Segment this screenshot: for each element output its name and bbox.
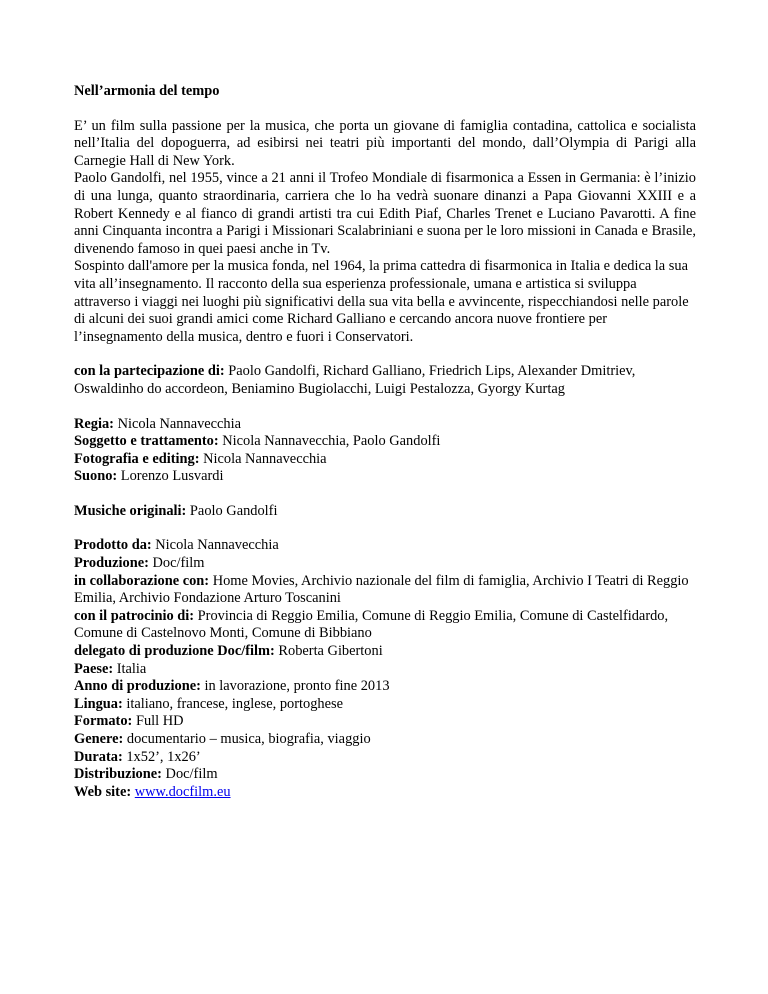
production-value: Doc/film — [148, 555, 205, 572]
website-label: Web site: — [74, 783, 132, 800]
crew-label: Soggetto e trattamento: — [74, 433, 219, 450]
production-value: Doc/film — [161, 766, 218, 783]
crew-value: Nicola Nannavecchia — [113, 415, 242, 432]
cast-value: Paolo Gandolfi, Richard Galliano, Friedrich Lips, Alexander Dmitriev, Oswaldinho do accordeon, Beniamino Bugiolacchi, Luigi Pestalozza, Gyorgy Kurtag — [74, 363, 636, 397]
production-section — [74, 537, 696, 801]
production-value: Full HD — [132, 713, 184, 730]
production-row-paese — [74, 661, 696, 679]
website-row — [74, 784, 696, 802]
production-value: in lavorazione, pronto fine 2013 — [200, 678, 390, 695]
crew-row-regia — [74, 416, 696, 434]
crew-row-fotografia — [74, 451, 696, 469]
synopsis-paragraph-1: E’ un film sulla passione per la musica, che porta un giovane di famiglia contadina, cattolica e socialista nell’Italia del dopoguerra, ad esibirsi nei teatri più importanti del mondo, dall’Olympia di Parigi alla Carnegie Hall di New York. — [74, 117, 696, 169]
crew-label: Regia: — [74, 415, 114, 432]
production-value: Home Movies, Archivio nazionale del film di famiglia, Archivio I Teatri di Reggio Emilia, Archivio Fondazione Arturo Toscanini — [74, 572, 689, 607]
music-value: Paolo Gandolfi — [186, 502, 278, 519]
production-label: delegato di produzione Doc/film: — [74, 643, 275, 660]
crew-label: Suono: — [74, 468, 118, 485]
production-label: Distribuzione: — [74, 766, 162, 783]
production-label: Paese: — [74, 660, 114, 677]
production-row-patrocinio — [74, 608, 696, 643]
crew-section — [74, 416, 696, 486]
production-row-collaborazione — [74, 573, 696, 608]
crew-value: Nicola Nannavecchia — [199, 450, 327, 467]
production-row-formato — [74, 713, 696, 731]
crew-value: Nicola Nannavecchia, Paolo Gandolfi — [218, 433, 441, 450]
cast-label: con la partecipazione di: — [74, 363, 225, 380]
document-title: Nell’armonia del tempo — [74, 83, 220, 99]
production-label: Durata: — [74, 748, 123, 765]
production-value: Roberta Gibertoni — [274, 643, 383, 660]
production-row-anno — [74, 678, 696, 696]
production-label: Produzione: — [74, 555, 149, 572]
crew-row-suono — [74, 468, 696, 486]
cast-section — [74, 363, 696, 398]
production-row-produzione — [74, 555, 696, 573]
production-label: Anno di produzione: — [74, 678, 201, 695]
production-label: con il patrocinio di: — [74, 607, 195, 624]
production-value: Nicola Nannavecchia — [151, 537, 279, 554]
production-value: 1x52’, 1x26’ — [122, 748, 201, 765]
website-link[interactable]: www.docfilm.eu — [134, 783, 231, 800]
production-label: Formato: — [74, 713, 133, 730]
synopsis — [74, 118, 696, 347]
crew-label: Fotografia e editing: — [74, 450, 200, 467]
production-label: Lingua: — [74, 695, 123, 712]
crew-row-soggetto — [74, 433, 696, 451]
production-row-delegato — [74, 643, 696, 661]
production-value: Italia — [113, 660, 147, 677]
production-row-lingua — [74, 696, 696, 714]
synopsis-paragraph-2: Paolo Gandolfi, nel 1955, vince a 21 anni il Trofeo Mondiale di fisarmonica a Essen in Germania: è l’inizio di una lunga, quanto straordinaria, carriera che lo ha vedrà suonare dinanzi a Papa Giovanni XXIII e a Robert Kennedy e al fianco di grandi artisti tra cui Edith Piaf, Charles Trenet e Luciano Pavarotti. A fine anni Cinquanta incontra a Parigi i Missionari Scalabriniani e suona per le loro missioni in Canada e Brasile, divenendo famoso in quei paesi anche in Tv. — [74, 170, 696, 257]
production-value: documentario – musica, biografia, viaggio — [123, 731, 371, 747]
synopsis-paragraph-3: Sospinto dall'amore per la musica fonda, nel 1964, la prima cattedra di fisarmonica in Italia e dedica la sua vita all’insegnamento. Il racconto della sua esperienza professionale, umana e artistica si sviluppa attraverso i viaggi nei luoghi più significativi della sua vita bella e avvincente, rispecchiandosi nelle parole di alcuni dei suoi grandi amici come Richard Galliano e cercando ancora nuove frontiere per l’insegnamento della musica, dentro e fuori i Conservatori. — [74, 258, 689, 345]
production-row-durata — [74, 749, 696, 767]
music-row — [74, 503, 696, 521]
production-label: in collaborazione con: — [74, 572, 210, 589]
cast-row — [74, 363, 696, 398]
music-label: Musiche originali: — [74, 502, 187, 519]
production-value: italiano, francese, inglese, portoghese — [122, 695, 343, 712]
crew-value: Lorenzo Lusvardi — [117, 468, 224, 485]
music-section — [74, 503, 696, 521]
production-row-distribuzione — [74, 766, 696, 784]
production-row-prodotto — [74, 537, 696, 555]
production-label: Prodotto da: — [74, 537, 152, 554]
production-label: Genere: — [74, 731, 124, 747]
document-page — [74, 83, 696, 818]
production-value: Provincia di Reggio Emilia, Comune di Reggio Emilia, Comune di Castelfidardo, Comune di Castelnovo Monti, Comune di Bibbiano — [74, 607, 669, 642]
production-row-genere — [74, 731, 696, 749]
